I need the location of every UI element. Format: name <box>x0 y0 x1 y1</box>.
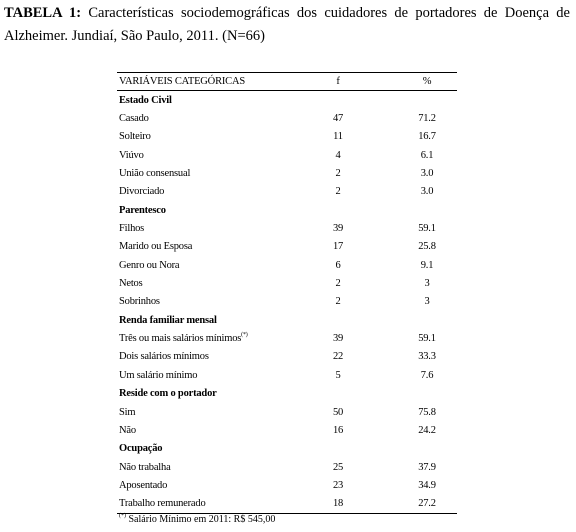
cell-f: 23 <box>332 479 344 491</box>
table-row <box>117 109 457 127</box>
table-footnote <box>119 514 275 525</box>
table-row <box>117 128 457 146</box>
cell-percent: 6.1 <box>420 149 434 161</box>
cell-name: Renda familiar mensal <box>119 314 217 326</box>
footnote-ref: (*) <box>241 332 248 339</box>
cell-name: Reside com o portador <box>119 388 217 400</box>
footnote-mark: (*) <box>119 513 126 519</box>
table-row <box>117 238 457 256</box>
table-row <box>117 495 457 513</box>
cell-name: Sim <box>119 406 136 418</box>
cell-name: Ocupação <box>119 443 163 455</box>
table-row <box>117 256 457 274</box>
cell-percent: 3 <box>424 278 430 290</box>
cell-name: Parentesco <box>119 204 166 216</box>
cell-f: 25 <box>332 461 344 473</box>
cell-percent: 24.2 <box>418 424 436 436</box>
cell-percent: 27.2 <box>418 498 436 510</box>
cell-name: União consensual <box>119 168 191 180</box>
cell-f: 2 <box>335 186 341 198</box>
cell-name: Sobrinhos <box>119 296 160 308</box>
cell-f: 17 <box>332 241 344 253</box>
cell-name: Estado Civil <box>119 94 172 106</box>
cell-f: 47 <box>332 113 344 125</box>
cell-name: Solteiro <box>119 131 151 143</box>
table-row <box>117 329 457 347</box>
table-row <box>117 403 457 421</box>
data-table <box>117 72 457 514</box>
cell-f: 50 <box>332 406 344 418</box>
cell-percent: 3 <box>424 296 430 308</box>
header-variables: VARIÁVEIS CATEGÓRICAS <box>119 76 245 87</box>
cell-f: 39 <box>332 333 344 345</box>
cell-percent: 3.0 <box>420 186 434 198</box>
table-group-row <box>117 311 457 329</box>
cell-name: Casado <box>119 113 149 125</box>
cell-name: Trabalho remunerado <box>119 498 206 510</box>
cell-percent: 3.0 <box>420 168 434 180</box>
table-group-row <box>117 201 457 219</box>
cell-f: 2 <box>335 278 341 290</box>
cell-name: Netos <box>119 278 143 290</box>
cell-f: 2 <box>335 168 341 180</box>
header-f: f <box>336 76 340 87</box>
cell-percent: 25.8 <box>418 241 436 253</box>
table-row <box>117 274 457 292</box>
cell-name: Aposentado <box>119 479 168 491</box>
table-row <box>117 183 457 201</box>
cell-percent: 9.1 <box>420 259 434 271</box>
cell-f: 2 <box>335 296 341 308</box>
cell-percent: 37.9 <box>418 461 436 473</box>
cell-percent: 33.3 <box>418 351 436 363</box>
cell-name: Marido ou Esposa <box>119 241 193 253</box>
cell-f: 4 <box>335 149 341 161</box>
header-percent: % <box>422 76 432 87</box>
cell-f: 11 <box>333 131 343 143</box>
table-row <box>117 219 457 237</box>
cell-name-text: Três ou mais salários mínimos <box>119 333 242 345</box>
table-row <box>117 164 457 182</box>
table-group-row <box>117 385 457 403</box>
table-body <box>117 91 457 513</box>
table-row <box>117 293 457 311</box>
cell-percent: 16.7 <box>418 131 436 143</box>
table-row <box>117 476 457 494</box>
cell-name: Não <box>119 424 136 436</box>
table-group-row <box>117 440 457 458</box>
caption-label: TABELA 1: <box>4 5 82 21</box>
cell-percent: 71.2 <box>418 113 436 125</box>
cell-name: Não trabalha <box>119 461 171 473</box>
cell-name: Um salário mínimo <box>119 369 198 381</box>
table-header-row <box>117 73 457 91</box>
table-row <box>117 458 457 476</box>
cell-name: Genro ou Nora <box>119 259 180 271</box>
table-row <box>117 366 457 384</box>
cell-f: 22 <box>332 351 344 363</box>
cell-f: 16 <box>332 424 344 436</box>
cell-name: Viúvo <box>119 149 144 161</box>
cell-percent: 59.1 <box>418 333 436 345</box>
table-row <box>117 146 457 164</box>
cell-name: Filhos <box>119 223 145 235</box>
table-caption <box>4 2 570 48</box>
cell-name <box>117 333 323 344</box>
cell-f: 18 <box>332 498 344 510</box>
table-group-row <box>117 91 457 109</box>
cell-name: Divorciado <box>119 186 165 198</box>
cell-percent: 75.8 <box>418 406 436 418</box>
caption-text: Características sociodemográficas dos cuidadores de portadores de Doença de Alzheimer. Jundiaí, São Paulo, 2011. (N=66) <box>4 5 570 44</box>
cell-percent: 7.6 <box>420 369 434 381</box>
cell-percent: 34.9 <box>418 479 436 491</box>
cell-percent: 59.1 <box>418 223 436 235</box>
footnote-text: Salário Mínimo em 2011: R$ 545,00 <box>126 514 276 525</box>
table-row <box>117 421 457 439</box>
cell-f: 6 <box>335 259 341 271</box>
table-row <box>117 348 457 366</box>
cell-f: 39 <box>332 223 344 235</box>
cell-name: Dois salários mínimos <box>119 351 209 363</box>
cell-f: 5 <box>335 369 341 381</box>
